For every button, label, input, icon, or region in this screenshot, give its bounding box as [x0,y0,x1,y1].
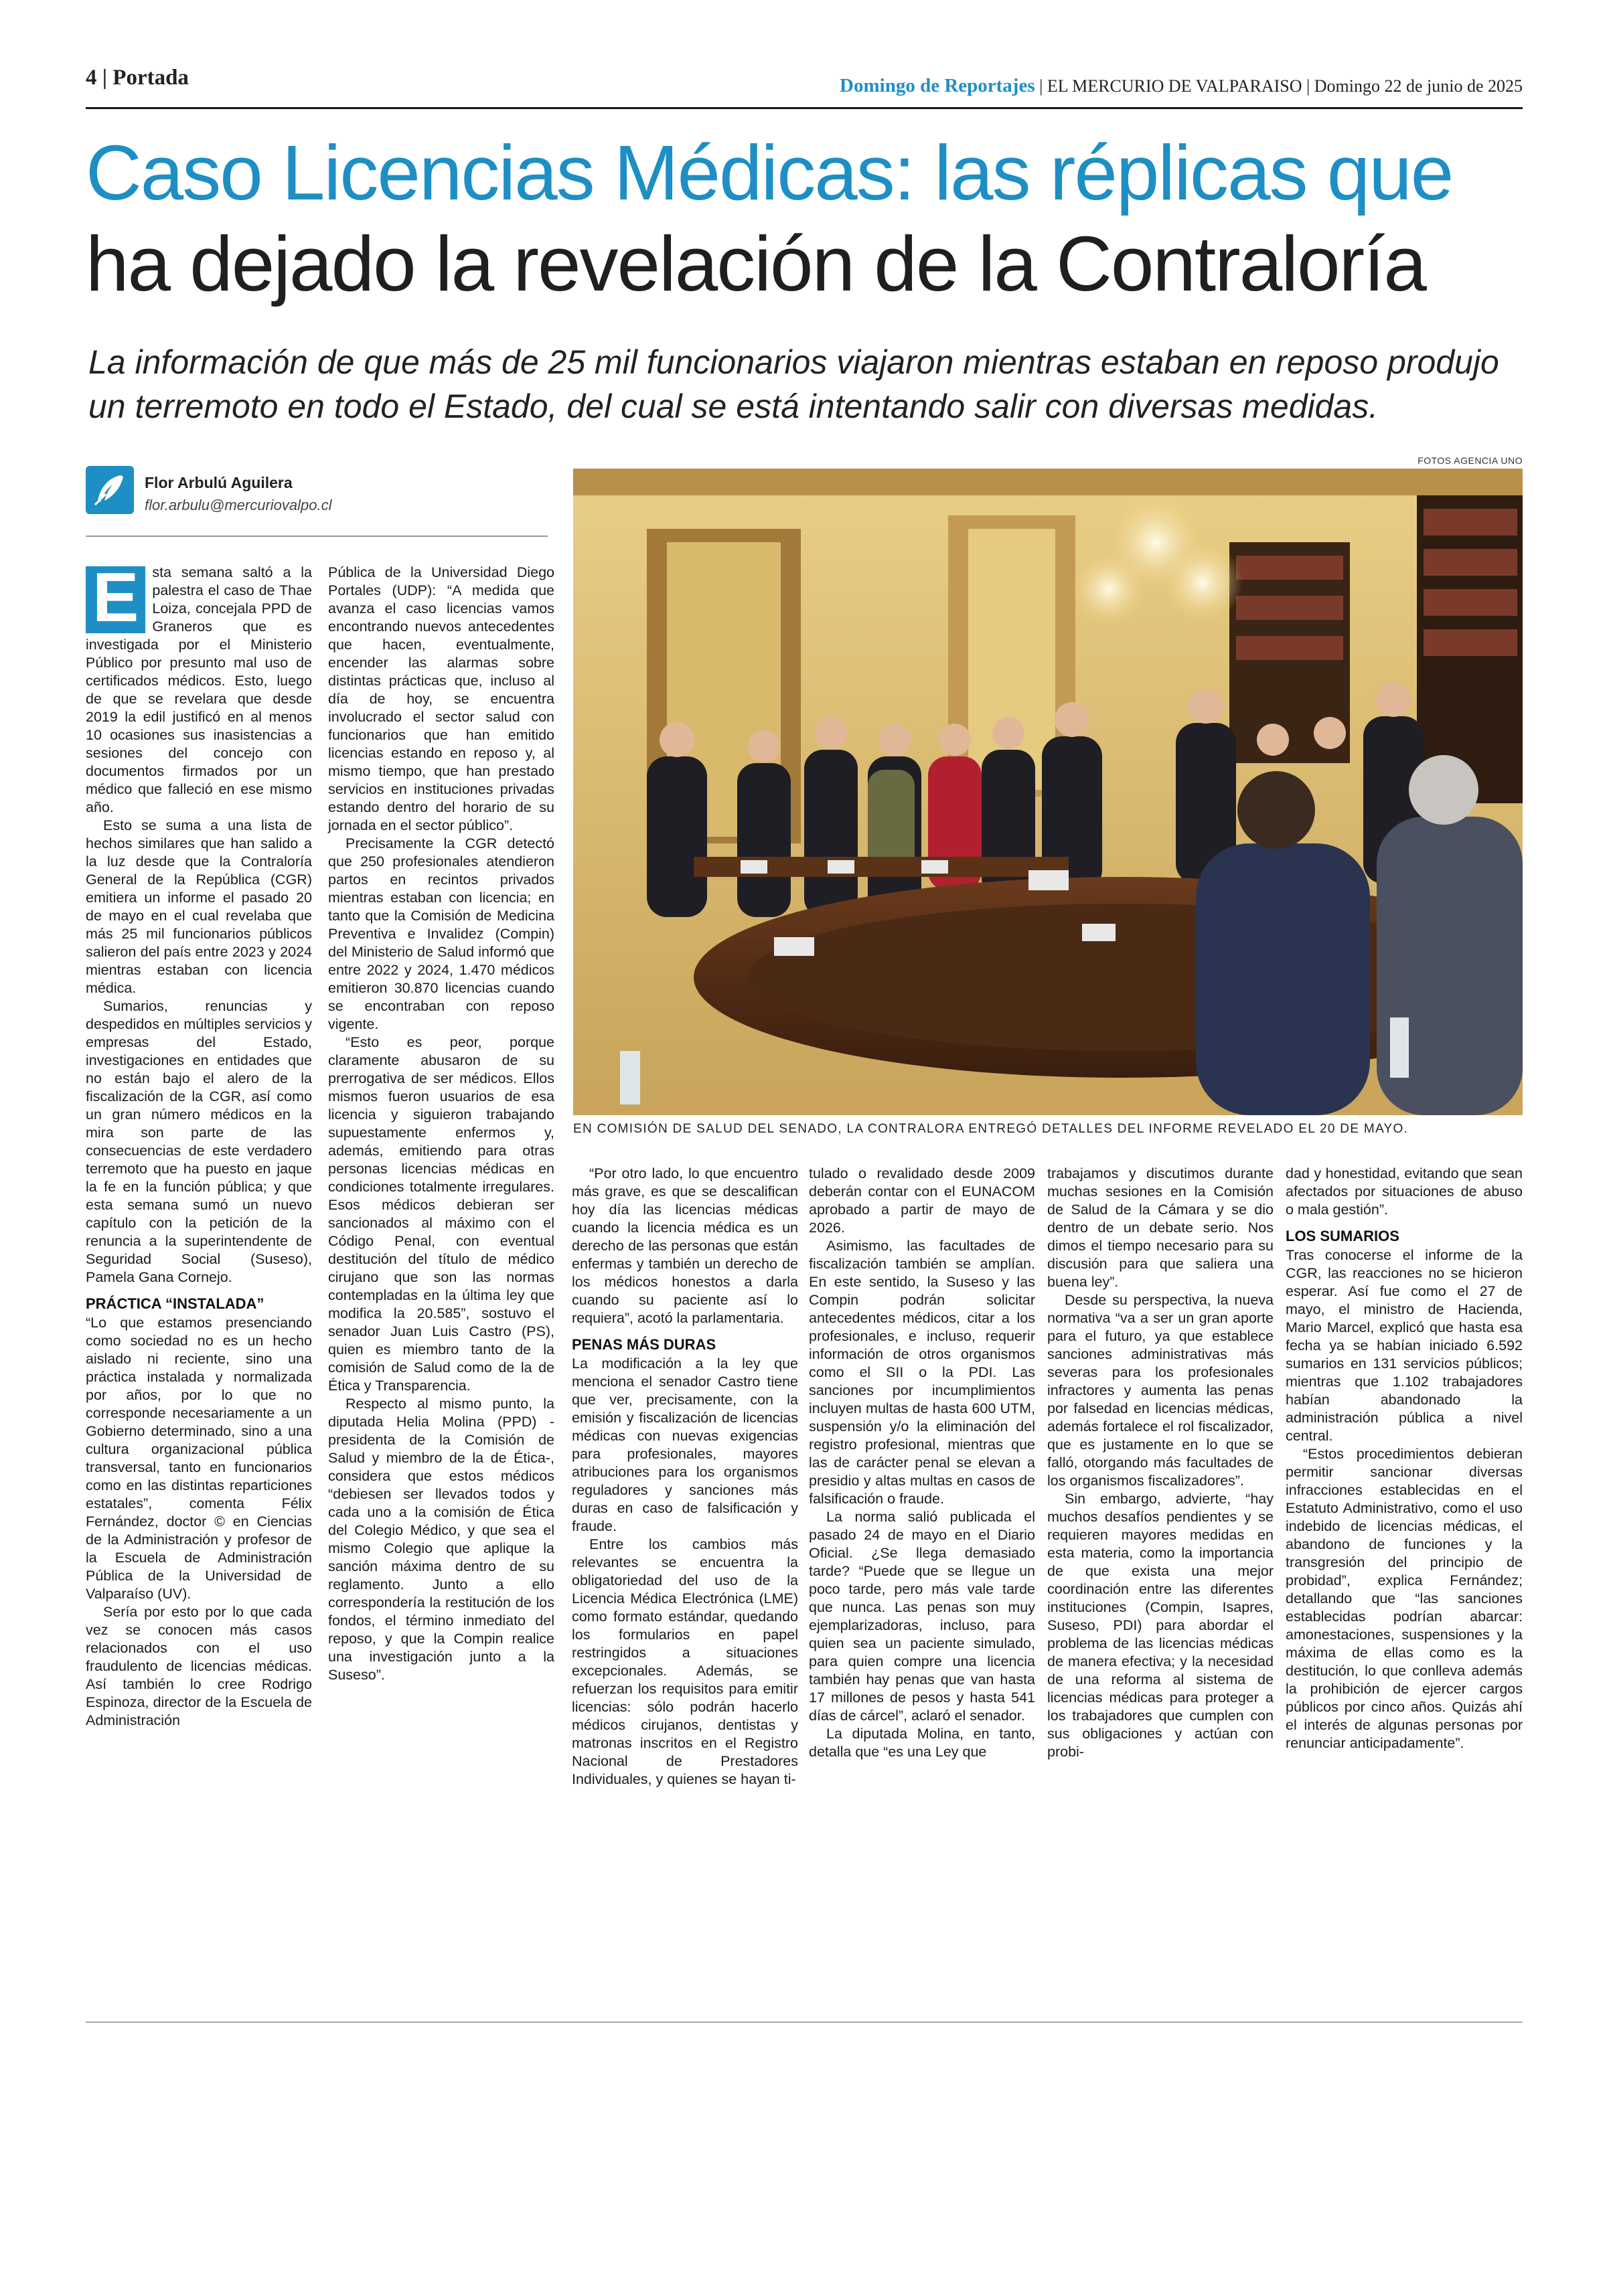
headline-line-1: Caso Licencias Médicas: las réplicas que [86,129,1453,216]
page-bottom-divider [86,2022,1523,2023]
paragraph: trabajamos y discutimos durante muchas sesiones en la Comisión de Salud de la Cámara y se dio dentro de un debate serio. Nos dimos el tiempo necesario para su discusión para que saliera una buena ley”. [1047,1165,1274,1290]
byline-divider [86,536,548,537]
section-name: Portada [112,66,189,90]
paragraph: Asimismo, las facultades de fiscalización también se amplían. En este sentido, la Suseso y las Compin podrán solicitar antecedentes médicos, citar a los profesionales, e incluso, requerir información de otros organismos como el SII o la PDI. Las sanciones por incumplimientos incluyen multas de hasta 600 UTM, suspensión y/o la eliminación del registro profesional, mientras que las de carácter penal se elevan a presidio y altas multas en casos de falsificación o fraude. [809,1238,1035,1507]
paragraph: Respecto al mismo punto, la diputada Helia Molina (PPD) -presidenta de la Comisión de Salud y miembro de la de Ética-, considera que estos médicos “debiesen ser llevados todos y cada uno a la comisión de Ética del Colegio Médico, y que sea el mismo Colegio que aplique la sanción máxima dentro de su reglamento. Junto a ello correspondería la restitución de los fondos, el término inmediato del reposo, y que la Compin realice una investigación junto a la Suseso”. [328,1396,554,1683]
article-column-1 [86,559,312,1730]
paragraph [86,559,312,817]
paragraph: La modificación a la ley que menciona el senador Castro tiene que ver, precisamente, con la emisión y fiscalización de licencias médicas con nuevas exigencias para profesionales, mayores atribuciones para los organismos reguladores y sanciones más duras en caso de falsificación y fraude. [572,1356,798,1534]
header-divider [86,107,1523,109]
page-number: 4 [86,66,97,90]
deck-subtitle: La información de que más de 25 mil funcionarios viajaron mientras estaban en reposo produjo un terremoto en todo el Estado, del cual se está intentando salir con diversas medidas. [88,343,1499,425]
paragraph: Desde su perspectiva, la nueva normativa “va a ser un gran aporte para el futuro, ya que establece sanciones administrativas más severas para los profesionales infractores y aumenta las penas por falsedad en licencias médicas, además fortalece el rol fiscalizador, que es justamente en lo que se falló, otorgando más facultades de los organismos fiscalizadores”. [1047,1292,1274,1489]
paragraph: dad y honestidad, evitando que sean afectados por situaciones de abuso o mala gestión”. [1286,1165,1523,1218]
subheading: LOS SUMARIOS [1286,1228,1399,1244]
issue-date: Domingo 22 de junio de 2025 [1314,76,1523,96]
author-email[interactable]: flor.arbulu@mercuriovalpo.cl [145,497,332,513]
paragraph: Tras conocerse el informe de la CGR, las reacciones no se hicieron esperar. Así fue como el 27 de mayo, el ministro de Hacienda, Mario Marcel, explicó que hasta esa fecha ya se habían iniciado 6.592 sumarios en 131 servicios públicos; mientras que 1.102 trabajadores habían abandonado la administración pública a nivel central. [1286,1247,1523,1444]
paragraph: Sumarios, renuncias y despedidos en múltiples servicios y empresas del Estado, investigaciones en entidades que no están bajo el alero de la fiscalización de la CGR, así como un gran número médicos en la mira son parte de las consecuencias de este verdadero terremoto que ha puesto en jaque la fe en la función pública; y que esta semana sumó un nuevo capítulo con la petición de la renuncia a la superintendente de Seguridad Social (Suseso), Pamela Gana Cornejo. [86,998,312,1285]
news-photo [573,469,1523,1115]
subheading: PENAS MÁS DURAS [572,1336,716,1353]
headline-line-2: ha dejado la revelación de la Contraloría [86,220,1426,307]
paragraph: Sería por esto por lo que cada vez se conocen más casos relacionados con el uso fraudulento de licencias médicas. Así también lo cree Rodrigo Espinoza, director de la Escuela de Administración [86,1604,312,1728]
newspaper-name: EL MERCURIO DE VALPARAISO [1047,76,1302,96]
paragraph: tulado o revalidado desde 2009 deberán contar con el EUNACOM aprobado a partir de mayo de 2026. [809,1165,1035,1236]
paragraph: Pública de la Universidad Diego Portales (UDP): “A medida que avanza el caso licencias vamos encontrando nuevos antecedentes que hacen, eventualmente, encender las alarmas sobre distintas prácticas que, incluso al día de hoy, se encuentra involucrado el sector salud con funcionarios que han emitido licencias estando en reposo y, al mismo tiempo, que han prestado servicios en instituciones privadas estando dentro del horario de su jornada en el sector público”. [328,564,554,833]
paragraph: “Por otro lado, lo que encuentro más grave, es que se descalifican hoy día las licencias médicas cuando la licencia médica es un derecho de las personas que están enfermas y también un derecho de los médicos honestos a darla cuando su paciente así lo requiera”, acotó la parlamentaria. [572,1165,798,1326]
photo-credit: FOTOS AGENCIA UNO [1418,455,1523,466]
article-column-3 [572,1165,798,1789]
paragraph: Esto se suma a una lista de hechos similares que han salido a la luz desde que la Contraloría General de la República (CGR) emitiera un informe el pasado 20 de mayo en el cual revelaba que más 25 mil funcionarios públicos salieron del país entre 2023 y 2024 mientras estaban con licencia médica. [86,817,312,996]
paragraph: Sin embargo, advierte, “hay muchos desafíos pendientes y se requieren mayores medidas en esta materia, como la importancia de que exista una mejor coordinación entre las diferentes instituciones (Compin, Isapres, Suseso, PDI) para abordar el problema de las licencias médicas de manera efectiva; y la necesidad de una reforma al sistema de licencias médicas para proteger a los trabajadores que cumplen con sus obligaciones y actúan con probi- [1047,1491,1274,1760]
paragraph: “Lo que estamos presenciando como sociedad no es un hecho aislado ni reciente, sino una práctica instalada y normalizada por años, por lo que no corresponde necesariamente a un Gobierno determinado, sino a una cultura organizacional pública transversal, tanto en funcionarios como en las distintas reparticiones estatales”, comenta Félix Fernández, doctor © en Ciencias de la Administración y profesor de la Escuela de Administración Pública de la Universidad de Valparaíso (UV). [86,1315,312,1602]
page-section-label: 4 | Portada [86,66,189,90]
subheading: PRÁCTICA “INSTALADA” [86,1295,264,1312]
photo-caption: EN COMISIÓN DE SALUD DEL SENADO, LA CONTRALORA ENTREGÓ DETALLES DEL INFORME REVELADO EL 20 DE MAYO. [573,1122,1409,1136]
paragraph: Precisamente la CGR detectó que 250 profesionales atendieron partos en recintos privados mientras estaban con licencia; en tanto que la Comisión de Medicina Preventiva e Invalidez (Compin) del Ministerio de Salud informó que entre 2022 y 2024, 1.470 médicos emitieron 30.870 licencias cuando se encontraban con reposo vigente. [328,835,554,1032]
paragraph: Entre los cambios más relevantes se encuentra la obligatoriedad del uso de la Licencia Médica Electrónica (LME) como formato estándar, quedando los formularios en papel restringidos a situaciones excepcionales. Además, se refuerzan los requisitos para emitir licencias: sólo podrán hacerlo médicos cirujanos, dentistas y matronas inscritos en el Registro Nacional de Prestadores Individuales, y quienes se hayan ti- [572,1536,798,1787]
masthead-line: Domingo de Reportajes | EL MERCURIO DE VALPARAISO | Domingo 22 de junio de 2025 [840,75,1523,96]
supplement-name: Domingo de Reportajes [840,75,1035,96]
paragraph: “Esto es peor, porque claramente abusaron de su prerrogativa de ser médicos. Ellos mismos fueron usuarios de esa licencia y siguieron trabajando supuestamente enfermos y, además, emitiendo para otras personas licencias médicas en condiciones totalmente irregulares. Esos médicos debieran ser sancionados al máximo con el Código Penal, con eventual destitución del título de médico cirujano que son las normas contempladas en la última ley que modifica la 20.585”, sostuvo el senador Juan Luis Castro (PS), quien es miembro tanto de la comisión de Salud como de la de Ética y Transparencia. [328,1034,554,1394]
paragraph: La diputada Molina, en tanto, detalla que “es una Ley que [809,1726,1035,1760]
article-column-4 [809,1165,1035,1761]
quill-icon [86,466,134,514]
author-name: Flor Arbulú Aguilera [145,474,293,491]
article-column-5 [1047,1165,1274,1761]
drop-cap: E [86,566,145,633]
paragraph: “Estos procedimientos debieran permitir sancionar diversas infracciones establecidas en el Estatuto Administrativo, como el uso indebido de licencias médicas, el abandono de funciones y la transgresión del principio de probidad”, explica Fernández; detallando que “las sanciones establecidas podrían abarcar: amonestaciones, suspensiones y la máxima de ellas como es la destitución, lo que conlleva además la prohibición de ejercer cargos públicos por cinco años. Quizás ahí el interés de algunas personas por renunciar anticipadamente”. [1286,1446,1523,1751]
article-column-6 [1286,1165,1523,1752]
article-column-2 [328,564,554,1684]
paragraph: La norma salió publicada el pasado 24 de mayo en el Diario Oficial. ¿Se llega demasiado tarde? “Puede que se llegue un poco tarde, pero más vale tarde que nunca. Las penas son muy ejemplarizadoras, incluso, para quien sea un paciente simulado, para quien compre una licencia también hay penas que van hasta 17 millones de pesos y hasta 541 días de cárcel”, aclaró el senador. [809,1509,1035,1724]
paragraph-text: sta semana saltó a la palestra el caso de Thae Loiza, concejala PPD de Graneros que es investigada por el Ministerio Público por presunto mal uso de certificados médicos. Esto, luego de que se revelara que desde 2019 la edil justificó en al menos 10 ocasiones sus inasistencias a sesiones del concejo con documentos firmados por un médico que falleció en ese mismo año. [86,564,312,815]
headline [86,127,1532,309]
